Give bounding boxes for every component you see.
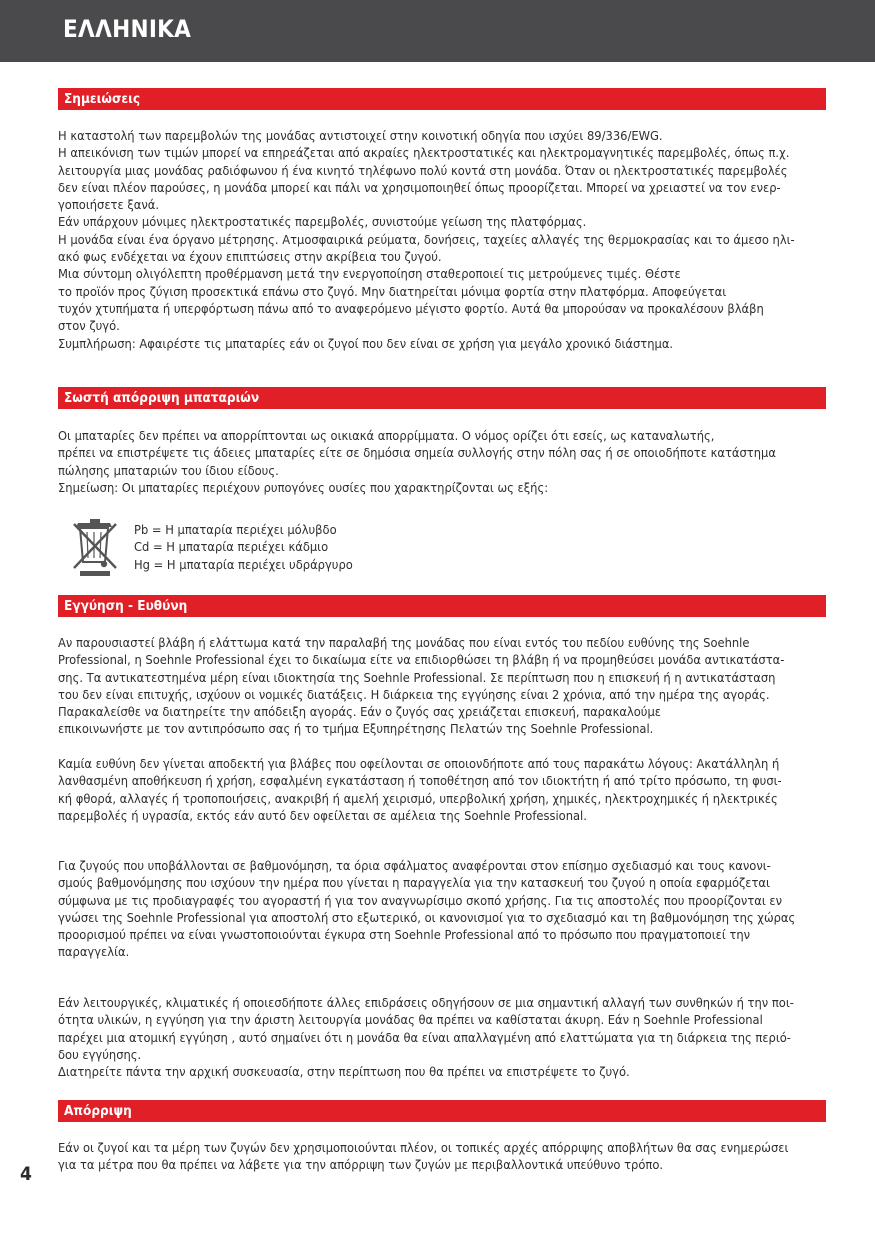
text-line: σης. Τα αντικατεστημένα μέρη είναι ιδιοκτησία της Soehnle Professional. Σε περίπτωση που η επισκευή ή η αντικατάσταση	[58, 670, 776, 686]
section-title: Εγγύηση - Ευθύνη	[64, 598, 188, 614]
text-line: γοποιήσετε ξανά.	[58, 198, 160, 214]
text-line: του δεν είναι επιτυχής, ισχύουν οι νομικές διατάξεις. Η διάρκεια της εγγύησης είναι 2 χρόνια, από την ημέρα της αγοράς.	[58, 687, 770, 703]
chemical-lead: Pb = Η μπαταρία περιέχει μόλυβδο	[134, 523, 337, 538]
section-header-notes	[58, 88, 826, 110]
text-line: ότητα υλικών, η εγγύηση για την άριστη λειτουργία μονάδας θα πρέπει να καθίσταται άκυρη. Εάν η Soehnle Professional	[58, 1013, 763, 1029]
text-line: Συμπλήρωση: Αφαιρέστε τις μπαταρίες εάν οι ζυγοί που δεν είναι σε χρήση για μεγάλο χρονικό διάστημα.	[58, 336, 674, 352]
language-title: ΕΛΛΗΝΙΚΑ	[63, 15, 192, 43]
text-line: παρεμβολές ή υγρασία, εκτός εάν αυτό δεν οφείλεται σε αμέλεια της Soehnle Professional.	[58, 808, 587, 824]
text-line: Αν παρουσιαστεί βλάβη ή ελάττωμα κατά την παραλαβή της μονάδας που είναι εντός του πεδίου ευθύνης της Soehnle	[58, 636, 750, 651]
text-line: σύμφωνα με τις προδιαγραφές του αγοραστή ή για τον αναγνωρίσιμο σκοπό χρήσης. Για τις αποστολές που προορίζονται εν	[58, 893, 783, 909]
notes-body	[58, 128, 828, 353]
chemical-cadmium: Cd = Η μπαταρία περιέχει κάδμιο	[134, 540, 329, 556]
text-line: Η απεικόνιση των τιμών μπορεί να επηρεάζεται από ακραίες ηλεκτροστατικές και ηλεκτρομαγνητικές παρεμβολές, όπως π.χ.	[58, 146, 790, 162]
text-line: Professional, η Soehnle Professional έχει το δικαίωμα είτε να επιδιορθώσει τη βλάβη ή να προμηθεύσει μονάδα αντικατάστα-	[58, 653, 785, 669]
text-line: Οι μπαταρίες δεν πρέπει να απορρίπτονται ως οικιακά απορρίμματα. Ο νόμος ορίζει ότι εσείς, ως καταναλωτής,	[58, 429, 715, 444]
text-line: πρέπει να επιστρέψετε τις άδειες μπαταρίες είτε σε δημόσια σημεία συλλογής στην πόλη σας ή σε οποιοδήποτε κατάστημα	[58, 446, 776, 462]
text-line: προορισμού πρέπει να είναι γνωστοποιούνται έγκυρα στη Soehnle Professional από το πρόσωπο που πραγματοποιεί την	[58, 928, 751, 944]
section-header-warranty	[58, 595, 826, 617]
page-number: 4	[20, 1163, 32, 1185]
text-line: Καμία ευθύνη δεν γίνεται αποδεκτή για βλάβες που οφείλονται σε οποιονδήποτε από τους παρακάτω λόγους: Ακατάλληλη ή	[58, 757, 780, 772]
crossed-out-wheelie-bin-icon	[70, 516, 126, 578]
text-line: λειτουργία μιας μονάδας ραδιόφωνου ή ένα κινητό τηλέφωνο πολύ κοντά στη μονάδα. Όταν οι ηλεκτροστατικές παρεμβολές	[58, 163, 788, 179]
battery-body	[58, 428, 828, 497]
disposal-body	[58, 1140, 828, 1175]
section-header-battery	[58, 387, 826, 409]
text-line: Διατηρείτε πάντα την αρχική συσκευασία, στην περίπτωση που θα πρέπει να επιστρέψετε το ζυγό.	[58, 1065, 630, 1081]
text-line: στον ζυγό.	[58, 319, 120, 335]
text-line: γνώσει της Soehnle Professional για αποστολή στο εξωτερικό, οι κανονισμοί για το σχεδιασμό και τη βαθμονόμηση της χώρας	[58, 910, 796, 926]
section-header-disposal	[58, 1100, 826, 1122]
text-line: Σημείωση: Οι μπαταρίες περιέχουν ρυπογόνες ουσίες που χαρακτηρίζονται ως εξής:	[58, 480, 549, 496]
battery-chemical-list	[134, 522, 353, 574]
text-line: τυχόν χτυπήματα ή υπερφόρτωση πάνω από το αναφερόμενο μέγιστο φορτίο. Αυτά θα μπορούσαν να προκαλέσουν βλάβη	[58, 301, 764, 317]
text-line: Μια σύντομη ολιγόλεπτη προθέρμανση μετά την ενεργοποίηση σταθεροποιεί τις μετρούμενες τιμές. Θέστε	[58, 267, 681, 283]
text-line: επικοινωνήστε με τον αντιπρόσωπο σας ή το τμήμα Εξυπηρέτησης Πελατών της Soehnle Professional.	[58, 722, 654, 738]
section-title: Σωστή απόρριψη μπαταριών	[64, 390, 260, 406]
text-line: σμούς βαθμονόμησης που ισχύουν την ημέρα που γίνεται η παραγγελία για την κατασκευή του ζυγού η οποία εφαρμόζεται	[58, 876, 770, 892]
text-line: Η μονάδα είναι ένα όργανο μέτρησης. Ατμοσφαιρικά ρεύματα, δονήσεις, ταχείες αλλαγές της θερμοκρασίας και το άμεσο ηλι-	[58, 232, 795, 248]
text-line: δεν είναι πλέον παρούσες, η μονάδα μπορεί και πάλι να χρησιμοποιηθεί όπως προορίζεται. Μπορεί να χρειαστεί να τον ενερ-	[58, 180, 781, 196]
text-line: το προϊόν προς ζύγιση προσεκτικά επάνω στο ζυγό. Μην διατηρείται μόνιμα φορτία στην πλατφόρμα. Αποφεύγεται	[58, 284, 727, 300]
text-line: λανθασμένη αποθήκευση ή χρήση, εσφαλμένη εγκατάσταση ή τοποθέτηση από τον ιδιοκτήτη ή από τρίτο πρόσωπο, τη φυσι-	[58, 774, 782, 790]
warranty-para-1	[58, 635, 828, 739]
warranty-para-2	[58, 756, 828, 825]
text-line: Εάν υπάρχουν μόνιμες ηλεκτροστατικές παρεμβολές, συνιστούμε γείωση της πλατφόρμας.	[58, 215, 587, 231]
chemical-mercury: Hg = Η μπαταρία περιέχει υδράργυρο	[134, 557, 353, 573]
text-line: ακό φως ενδέχεται να έχουν επιπτώσεις στην ακρίβεια του ζυγού.	[58, 250, 442, 266]
warranty-para-3	[58, 858, 828, 962]
text-line: πώλησης μπαταριών του ίδιου είδους.	[58, 463, 279, 479]
warranty-para-4	[58, 995, 828, 1081]
text-line: παραγγελία.	[58, 945, 130, 961]
text-line: Παρακαλείσθε να διατηρείτε την απόδειξη αγοράς. Εάν ο ζυγός σας χρειάζεται επισκευή, παρακαλούμε	[58, 705, 662, 721]
text-line: δου εγγύησης.	[58, 1047, 142, 1063]
text-line: κή φθορά, αλλαγές ή τροποποιήσεις, ανακριβή ή αμελή χειρισμό, υπερβολική χρήση, χημικές, ηλεκτροχημικές ή ηλεκτρικές	[58, 791, 778, 807]
section-title: Σημειώσεις	[64, 91, 141, 107]
header-band	[0, 0, 875, 62]
text-line: Εάν λειτουργικές, κλιματικές ή οποιεσδήποτε άλλες επιδράσεις οδηγήσουν σε μια σημαντική αλλαγή των συνθηκών ή την ποι-	[58, 996, 794, 1011]
text-line: Εάν οι ζυγοί και τα μέρη των ζυγών δεν χρησιμοποιούνται πλέον, οι τοπικές αρχές απόρριψης αποβλήτων θα σας ενημερώσει	[58, 1141, 789, 1156]
section-title: Απόρριψη	[64, 1103, 132, 1119]
text-line: Για ζυγούς που υποβάλλονται σε βαθμονόμηση, τα όρια σφάλματος αναφέρονται στον επίσημο σχεδιασμό και τους κανονι-	[58, 859, 771, 874]
text-line: Η καταστολή των παρεμβολών της μονάδας αντιστοιχεί στην κοινοτική οδηγία που ισχύει 89/336/EWG.	[58, 129, 663, 144]
text-line: παρέχει μια ατομική εγγύηση , αυτό σημαίνει ότι η μονάδα θα είναι απαλλαγμένη από ελαττώματα για τη διάρκεια της περιό-	[58, 1030, 791, 1046]
text-line: για τα μέτρα που θα πρέπει να λάβετε για την απόρριψη των ζυγών με περιβαλλοντικά υπεύθυνο τρόπο.	[58, 1158, 664, 1174]
